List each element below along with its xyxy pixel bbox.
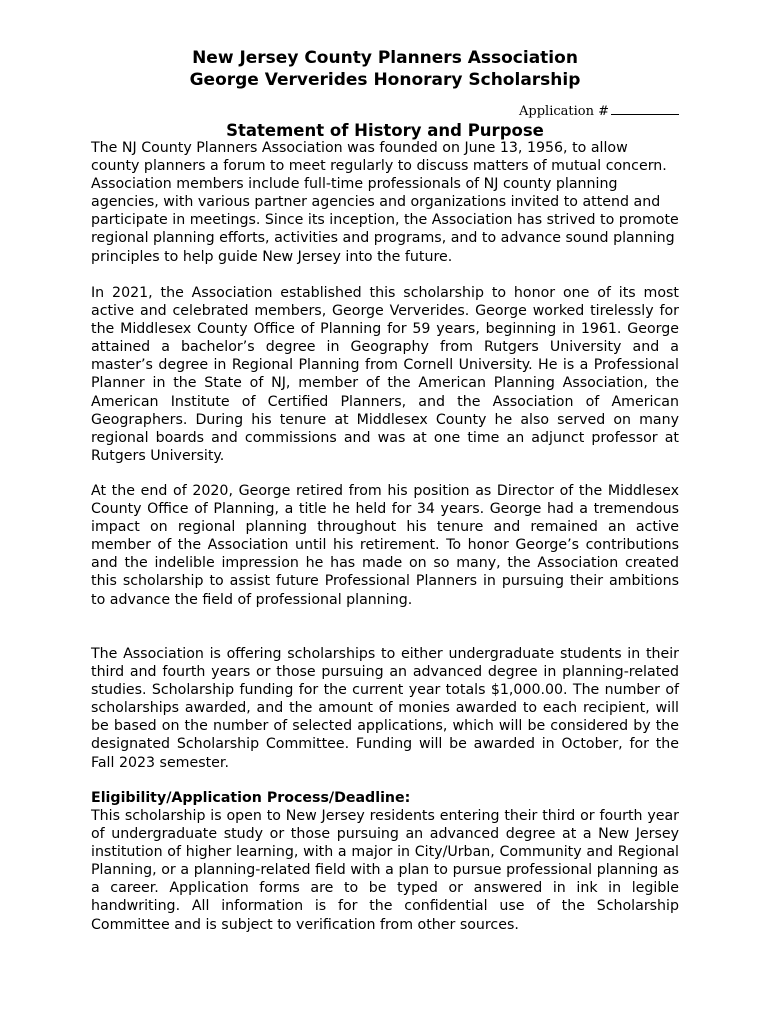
eligibility-paragraph: This scholarship is open to New Jersey residents entering their third or fourth year of undergraduate study or those pursuing an advanced degree at a New Jersey institution of higher learning, with a major in City/Urban, Community and Regional Planning, or a planning-related field with a plan to pursue professional planning as a career. Application forms are to be typed or answered in ink in legible handwriting. All information is for the confidential use of the Scholarship Committee and is subject to verification from other sources. [91, 808, 679, 933]
history-paragraph: The NJ County Planners Association was founded on June 13, 1956, to allow county planners a forum to meet regularly to discuss matters of mutual concern. Association members include full-time professionals of NJ county planning agencies, with various partner agencies and organizations invited to attend and participate in meetings. Since its inception, the Association has strived to promote regional planning efforts, activities and programs, and to advance sound planning principles to help guide New Jersey into the future. [91, 140, 679, 265]
retirement-paragraph: At the end of 2020, George retired from his position as Director of the Middlesex County Office of Planning, a title he held for 34 years. George had a tremendous impact on regional planning throughout his tenure and remained an active member of the Association until his retirement. To honor George’s contributions and the indelible impression he has made on so many, the Association created this scholarship to assist future Professional Planners in pursuing their ambitions to advance the field of professional planning. [91, 483, 679, 608]
scholarship-title: George Ververides Honorary Scholarship [189, 70, 581, 90]
scholarship-origin-paragraph: In 2021, the Association established this scholarship to honor one of its most active and celebrated members, George Ververides. George worked tirelessly for the Middlesex County Office of Planning for 59 years, beginning in 1961. George attained a bachelor’s degree in Geography from Rutgers University and a master’s degree in Regional Planning from Cornell University. He is a Professional Planner in the State of NJ, member of the American Planning Association, the American Institute of Certified Planners, and the Association of American Geographers. During his tenure at Middlesex County he also served on many regional boards and commissions and was at one time an adjunct professor at Rutgers University. [91, 285, 679, 464]
funding-paragraph: The Association is offering scholarships to either undergraduate students in their third and fourth years or those pursuing an advanced degree in planning-related studies. Scholarship funding for the current year totals $1,000.00. The number of scholarships awarded, and the amount of monies awarded to each recipient, will be based on the number of selected applications, which will be considered by the designated Scholarship Committee. Funding will be awarded in October, for the Fall 2023 semester. [91, 646, 679, 771]
eligibility-heading: Eligibility/Application Process/Deadline: [91, 790, 411, 806]
application-number-label: Application # [519, 104, 609, 119]
association-title: New Jersey County Planners Association [192, 48, 578, 68]
section-heading: Statement of History and Purpose [226, 121, 544, 140]
application-number-blank[interactable] [611, 102, 679, 115]
application-number-field[interactable] [519, 102, 679, 120]
